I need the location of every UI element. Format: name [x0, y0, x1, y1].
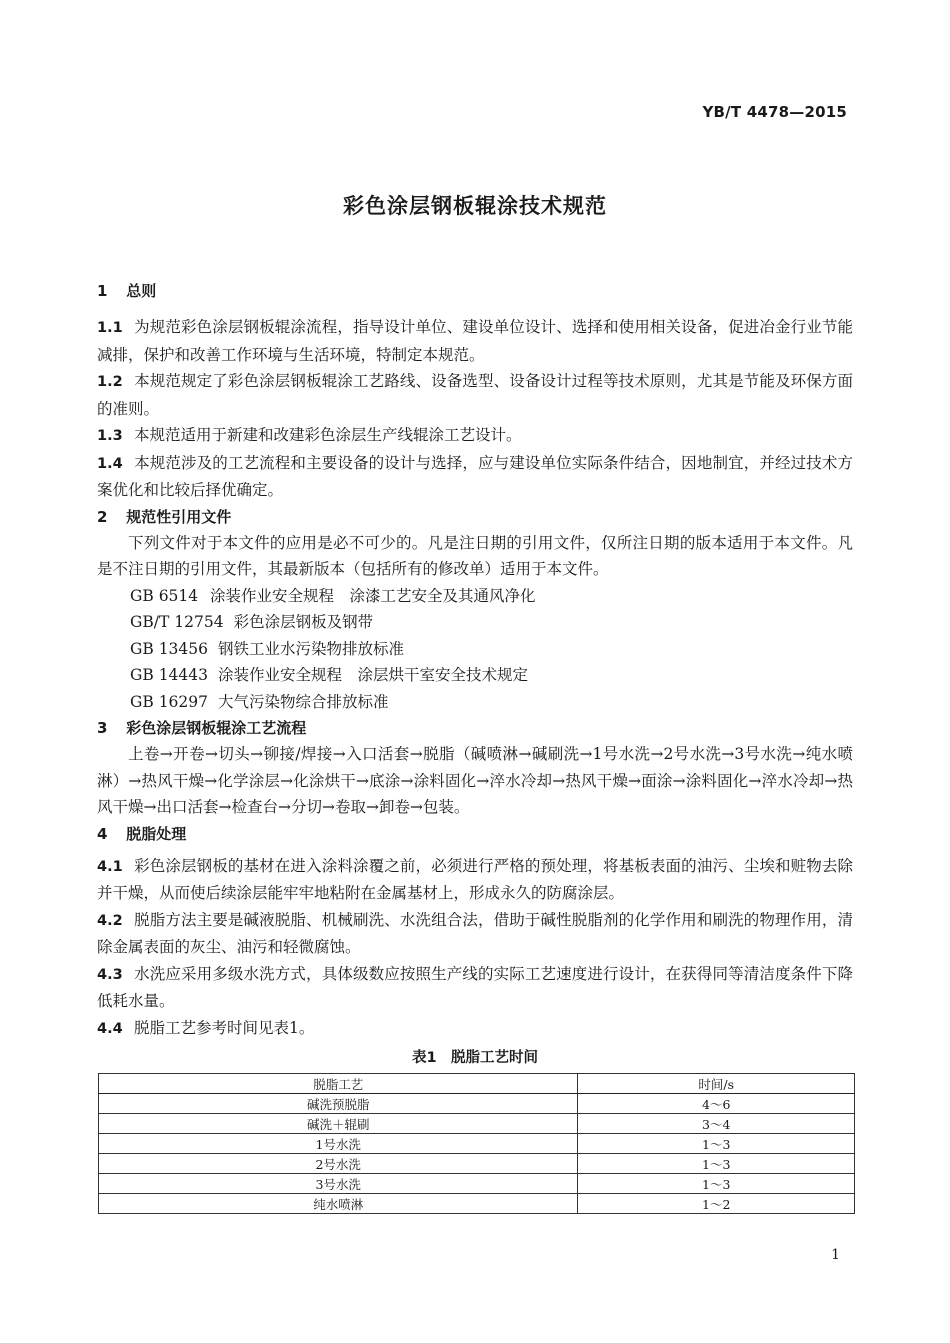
- section-title: 彩色涂层钢板辊涂工艺流程: [126, 719, 307, 737]
- table-row: [99, 1114, 855, 1134]
- reference-item: GB 6514 涂装作业安全规程 涂漆工艺安全及其通风净化: [130, 586, 536, 605]
- table-cell: 1号水洗: [99, 1134, 578, 1154]
- document-title: 彩色涂层钢板辊涂技术规范: [343, 194, 607, 218]
- reference-item: GB 13456 钢铁工业水污染物排放标准: [130, 639, 405, 658]
- table-caption: 表1 脱脂工艺时间: [411, 1050, 539, 1066]
- table-row: [99, 1134, 855, 1154]
- section-number: 1: [97, 282, 108, 300]
- section-2-heading: [97, 504, 853, 530]
- table-cell: 1～3: [578, 1174, 855, 1194]
- reference-item: GB/T 12754 彩色涂层钢板及钢带: [130, 613, 374, 631]
- degreasing-time-table: [98, 1073, 855, 1214]
- section-title: 规范性引用文件: [126, 507, 232, 526]
- table-row: [99, 1154, 855, 1174]
- section-number: 3: [97, 719, 108, 737]
- clause-4-1: 4.1 彩色涂层钢板的基材在进入涂料涂覆之前，必须进行严格的预处理，将基板表面的油污、尘埃和赃物去除并干燥，从而使后续涂层能牢牢地粘附在金属基材上，形成永久的防腐涂层。: [97, 856, 853, 902]
- table-row: [99, 1174, 855, 1194]
- section-title: 脱脂处理: [126, 824, 187, 843]
- clause-1-2: 1.2 本规范规定了彩色涂层钢板辊涂工艺路线、设备选型、设备设计过程等技术原则，尤其是节能及环保方面的准则。: [97, 372, 853, 418]
- section-title: 总则: [126, 282, 157, 300]
- clause-4-2: 4.2 脱脂方法主要是碱液脱脂、机械刷洗、水洗组合法，借助于碱性脱脂剂的化学作用和刷洗的物理作用，清除金属表面的灰尘、油污和轻微腐蚀。: [97, 910, 853, 956]
- table-cell: 纯水喷淋: [99, 1194, 578, 1214]
- table-row: [99, 1194, 855, 1214]
- standard-number: YB/T 4478—2015: [702, 103, 847, 121]
- section-2-intro: 下列文件对于本文件的应用是必不可少的。凡是注日期的引用文件，仅所注日期的版本适用于本文件。凡是不注日期的引用文件，其最新版本（包括所有的修改单）适用于本文件。: [97, 533, 853, 578]
- process-flow-text: 上卷→开卷→切头→铆接/焊接→入口活套→脱脂（碱喷淋→碱刷洗→1号水洗→2号水洗→3号水洗→纯水喷淋）→热风干燥→化学涂层→化涂烘干→底涂→涂料固化→淬水冷却→热风干燥→面涂→涂料固化→淬水冷却→热风干燥→出口活套→检查台→分切→卷取→卸卷→包装。: [97, 745, 853, 816]
- table-cell: 4～6: [578, 1094, 855, 1114]
- column-header: 时间/s: [578, 1074, 855, 1094]
- document-body: [97, 278, 853, 1214]
- section-1-heading: [97, 278, 853, 304]
- table-cell: 2号水洗: [99, 1154, 578, 1174]
- table-cell: 碱洗＋辊刷: [99, 1114, 578, 1134]
- section-3-heading: [97, 715, 853, 741]
- table-cell: 1～2: [578, 1194, 855, 1214]
- reference-item: GB 16297 大气污染物综合排放标准: [130, 692, 389, 711]
- section-number: 2: [97, 507, 108, 526]
- column-header: 脱脂工艺: [99, 1074, 578, 1094]
- clause-4-4: 4.4 脱脂工艺参考时间见表1。: [97, 1018, 315, 1037]
- section-number: 4: [97, 824, 108, 843]
- table-header-row: [99, 1074, 855, 1094]
- clause-1-3: 1.3 本规范适用于新建和改建彩色涂层生产线辊涂工艺设计。: [97, 426, 522, 444]
- table-cell: 1～3: [578, 1154, 855, 1174]
- clause-1-1: 1.1 为规范彩色涂层钢板辊涂流程，指导设计单位、建设单位设计、选择和使用相关设备，促进冶金行业节能减排，保护和改善工作环境与生活环境，特制定本规范。: [97, 318, 853, 364]
- table-cell: 碱洗预脱脂: [99, 1094, 578, 1114]
- table-row: [99, 1094, 855, 1114]
- table-cell: 3号水洗: [99, 1174, 578, 1194]
- table-cell: 1～3: [578, 1134, 855, 1154]
- clause-1-4: 1.4 本规范涉及的工艺流程和主要设备的设计与选择，应与建设单位实际条件结合，因地制宜，并经过技术方案优化和比较后择优确定。: [97, 453, 853, 499]
- reference-item: GB 14443 涂装作业安全规程 涂层烘干室安全技术规定: [130, 666, 529, 684]
- table-cell: 3～4: [578, 1114, 855, 1134]
- page-number: 1: [831, 1247, 840, 1263]
- section-4-heading: [97, 821, 853, 847]
- clause-4-3: 4.3 水洗应采用多级水洗方式，具体级数应按照生产线的实际工艺速度进行设计，在获得同等清洁度条件下降低耗水量。: [97, 964, 853, 1010]
